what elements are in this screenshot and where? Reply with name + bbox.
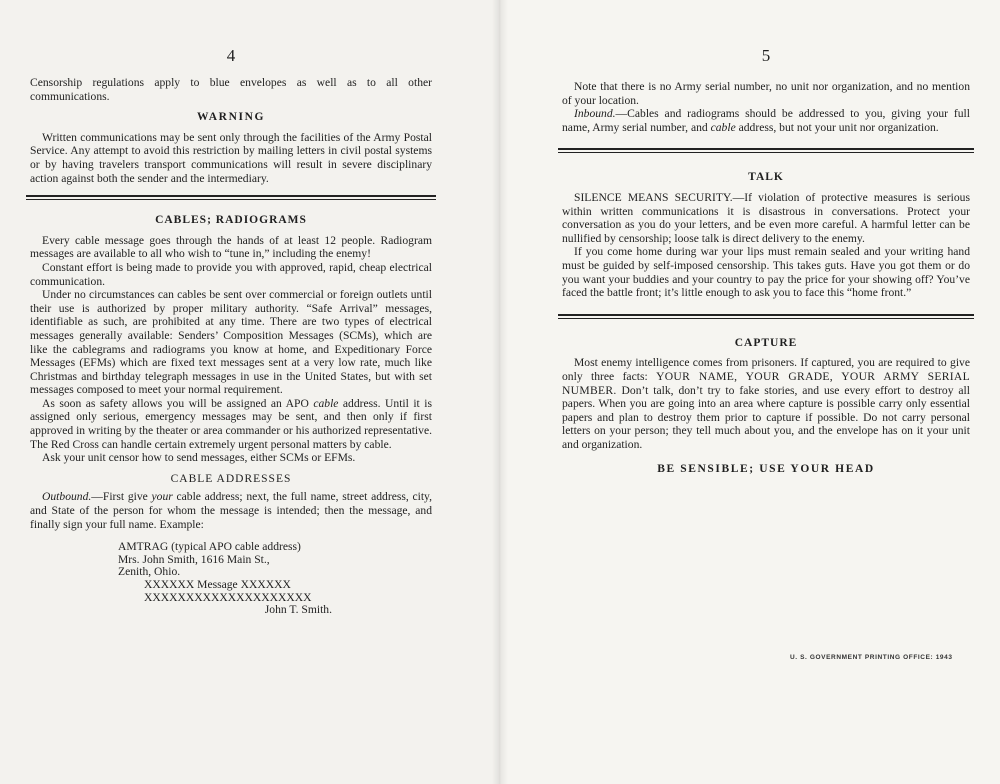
inbound-text-a: —Cables and radiograms should be addressed to you, giving your full name, Army serial number, and xyxy=(562,107,970,134)
example-signature: John T. Smith. xyxy=(264,603,332,617)
printer-imprint: U. S. GOVERNMENT PRINTING OFFICE: 1943 xyxy=(790,654,953,661)
capture-text-strong: YOUR NAME, YOUR GRADE, YOUR ARMY SERIAL NUMBER. xyxy=(562,369,970,397)
outbound-text-a: —First give xyxy=(91,490,152,504)
cables-paragraph-4 xyxy=(30,397,432,451)
inbound-label: Inbound. xyxy=(574,107,616,121)
cables-paragraph-4-b: address. Until it is assigned only serious, emergency messages may be sent, and then only if first approved in writing by the theater or area commander or his authorized representative. The Red Cross can handle certain extremely urgent personal matters by cable. xyxy=(30,396,432,451)
inbound-text-em: cable xyxy=(710,120,736,134)
left-page-content xyxy=(30,76,432,617)
outbound-text-em: your xyxy=(151,490,173,504)
example-line-3: Zenith, Ohio. xyxy=(118,565,181,579)
cables-heading: CABLES; RADIOGRAMS xyxy=(155,214,307,227)
talk-heading: TALK xyxy=(748,171,784,184)
capture-paragraph xyxy=(562,356,970,451)
warning-heading: WARNING xyxy=(196,111,266,124)
outbound-paragraph xyxy=(30,490,432,531)
inbound-text-b: address, but not your unit nor organization. xyxy=(735,120,939,134)
outbound-label: Outbound. xyxy=(42,490,92,504)
right-page xyxy=(500,0,1000,784)
cable-example xyxy=(118,541,432,617)
example-line-4: XXXXXX Message XXXXXX xyxy=(144,578,291,591)
talk-paragraph-1: SILENCE MEANS SECURITY.—If violation of protective measures is serious within written communications it is disastrous in conversations. Protect your conversation as you do your letters, and be even more careful. A harmful letter can be nullified by censorship; loose talk is direct delivery to the enemy. xyxy=(562,190,970,245)
inbound-paragraph xyxy=(562,107,970,134)
cables-paragraph-4-a: As soon as safety allows you will be assigned an APO xyxy=(42,396,314,410)
page-number-left: 4 xyxy=(226,46,236,65)
note-paragraph: Note that there is no Army serial number, no unit nor organization, and no mention of your location. xyxy=(562,80,970,107)
closing-heading: BE SENSIBLE; USE YOUR HEAD xyxy=(657,463,875,476)
warning-paragraph: Written communications may be sent only through the facilities of the Army Postal Service. Any attempt to avoid this restriction by mailing letters in civil postal systems or by having travelers transport communications will result in severe disciplinary action against both the sender and the intermediary. xyxy=(30,130,432,185)
outbound-text-b: cable address; next, the full name, street address, city, and State of the person for whom the message is intended; then the message, and finally sign your full name. Example: xyxy=(30,490,432,531)
page-number-right: 5 xyxy=(761,46,771,65)
intro-paragraph: Censorship regulations apply to blue envelopes as well as to all other communications. xyxy=(30,76,432,103)
section-divider xyxy=(558,314,974,319)
section-divider xyxy=(558,148,974,153)
cable-addresses-heading: CABLE ADDRESSES xyxy=(170,472,292,485)
example-line-5: XXXXXXXXXXXXXXXXXXXX xyxy=(144,590,312,604)
cables-paragraph-5: Ask your unit censor how to send messages, either SCMs or EFMs. xyxy=(42,451,356,465)
book-gutter xyxy=(492,0,508,784)
cables-paragraph-4-em: cable xyxy=(313,396,339,410)
cables-paragraph-3: Under no circumstances can cables be sent over commercial or foreign outlets until their use is authorized by proper military authority. “Safe Arrival” messages, identifiable as such, are prohibited at any time. There are two types of electrical messages generally available: Senders’ Composition Messages (SCMs), which are like the cablegrams and radiograms you know at home, and Expeditionary Force Messages (EFMs) which are fixed text messages sent at a very low rate, much like Christmas and birthday telegraph messages in use in the United States, but with set messages composed to meet your normal requirement. xyxy=(30,288,432,397)
right-page-content xyxy=(562,80,970,483)
cables-paragraph-1: Every cable message goes through the hands of at least 12 people. Radiogram messages are available to all who wish to “tune in,” including the enemy! xyxy=(30,233,432,261)
capture-text-b: Don’t talk, don’t try to fake stories, and use every effort to destroy all papers. When you are going into an area where capture is possible carry only essential papers and plan to destroy them prior to capture if possible. Do not carry personal letters on your person; they tell much about you, and the envelope has on it your unit and organization. xyxy=(562,383,970,451)
example-line-1: AMTRAG (typical APO cable address) xyxy=(118,540,301,554)
example-line-2: Mrs. John Smith, 1616 Main St., xyxy=(118,552,270,566)
talk-paragraph-2: If you come home during war your lips must remain sealed and your writing hand must be guided by self-imposed censorship. This takes guts. Have you got them or do you want your buddies and your country to pay the price for your showing off? You’ve faced the battle front; it’s little enough to ask you to face this “home front.” xyxy=(562,245,970,300)
section-divider xyxy=(26,195,436,200)
cables-paragraph-2: Constant effort is being made to provide you with approved, rapid, cheap electrical communication. xyxy=(30,260,432,288)
capture-heading: CAPTURE xyxy=(734,336,798,349)
capture-text-a: Most enemy intelligence comes from prisoners. If captured, you are required to give only three facts: xyxy=(562,356,970,383)
